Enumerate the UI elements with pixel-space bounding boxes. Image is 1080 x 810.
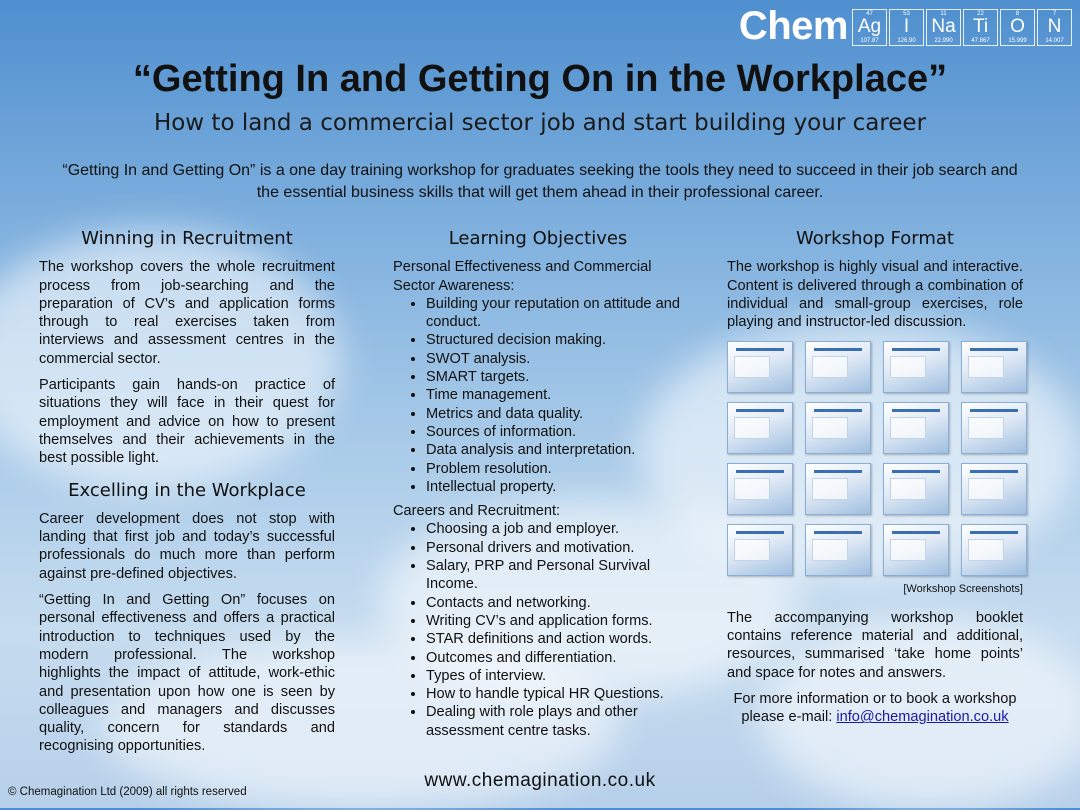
workshop-screenshot xyxy=(883,524,949,576)
objectives-list-personal xyxy=(393,295,683,496)
workshop-screenshot xyxy=(727,341,793,393)
recruitment-paragraph-2: Participants gain hands-on practice of situations they will face in their quest for employment and advice on how to present themselves and their achievements in the best possible light. xyxy=(39,377,335,467)
list-item: • SMART targets. xyxy=(426,368,683,386)
page-title: “Getting In and Getting On in the Workplace” xyxy=(132,58,948,100)
list-item: • Intellectual property. xyxy=(426,478,683,496)
website-url: www.chemagination.co.uk xyxy=(424,770,656,791)
workshop-screenshot xyxy=(961,524,1027,576)
workshop-screenshot xyxy=(961,463,1027,515)
workshop-screenshot xyxy=(883,463,949,515)
contact-line: For more information or to book a workshop xyxy=(733,690,1017,707)
list-item: • Sources of information. xyxy=(426,423,683,441)
element-tile-ag: 47 Ag 107.87 xyxy=(852,9,887,46)
workshop-screenshot xyxy=(961,341,1027,393)
workplace-paragraph-2: “Getting In and Getting On” focuses on personal effectiveness and offers a practical introduction to techniques used by the modern professional. The workshop highlights the impact of attitude, work-ethic and presentation upon how one is seen by colleagues and managers and discusses quality, concern for standards and recognising opportunities. xyxy=(39,592,335,755)
format-paragraph: The workshop is highly visual and interactive. Content is delivered through a combination of individual and small-group exercises, role playing and instructor-led discussion. xyxy=(727,259,1023,331)
screenshots-caption: [Workshop Screenshots] xyxy=(903,583,1023,596)
workshop-screenshot xyxy=(961,402,1027,454)
list-item: • STAR definitions and action words. xyxy=(426,630,683,648)
recruitment-paragraph-1: The workshop covers the whole recruitment process from job-searching and the preparation of CV’s and application forms through to real exercises taken from interviews and assessment centres in the commercial sector. xyxy=(39,259,335,367)
list-item: • Problem resolution. xyxy=(426,460,683,478)
element-tile-n: 7 N 14.007 xyxy=(1037,9,1072,46)
workshop-screenshots-grid xyxy=(727,341,1023,576)
workshop-screenshot xyxy=(727,463,793,515)
objectives-group-title: Personal Effectiveness and Commercial Sector Awareness: xyxy=(393,259,652,294)
list-item: • Salary, PRP and Personal Survival Income. xyxy=(426,557,683,594)
chemagination-logo xyxy=(739,6,1072,46)
list-item: • Dealing with role plays and other assessment centre tasks. xyxy=(426,703,683,740)
list-item: • How to handle typical HR Questions. xyxy=(426,685,683,703)
contact-block xyxy=(727,690,1023,727)
middle-column xyxy=(393,230,683,746)
copyright-notice: © Chemagination Ltd (2009) all rights reserved xyxy=(8,786,247,798)
list-item: • Types of interview. xyxy=(426,667,683,685)
contact-email-line xyxy=(727,708,1023,726)
email-link[interactable]: info@chemagination.co.uk xyxy=(836,709,1009,726)
workshop-screenshot xyxy=(805,524,871,576)
heading-winning-in-recruitment: Winning in Recruitment xyxy=(81,228,293,249)
page-subtitle: How to land a commercial sector job and start building your career xyxy=(153,110,927,136)
list-item: • SWOT analysis. xyxy=(426,350,683,368)
logo-word: Chem xyxy=(738,4,848,48)
element-tile-ti: 22 Ti 47.867 xyxy=(963,9,998,46)
workshop-screenshot xyxy=(883,341,949,393)
list-item: • Metrics and data quality. xyxy=(426,405,683,423)
workshop-screenshot xyxy=(805,463,871,515)
element-tile-na: 11 Na 22.990 xyxy=(926,9,961,46)
list-item: • Contacts and networking. xyxy=(426,594,683,612)
careers-group-title: Careers and Recruitment: xyxy=(393,503,561,520)
list-item: • Choosing a job and employer. xyxy=(426,520,683,538)
right-column xyxy=(727,230,1023,727)
booklet-paragraph: The accompanying workshop booklet contains reference material and additional, resources, summarised ‘take home points’ and space for notes and answers. xyxy=(727,609,1023,681)
list-item: • Writing CV’s and application forms. xyxy=(426,612,683,630)
intro-paragraph: “Getting In and Getting On” is a one day training workshop for graduates seeking the tools they need to succeed in their job search and the essential business skills that will get them ahead in their professional career. xyxy=(62,162,1018,201)
list-item: • Time management. xyxy=(426,386,683,404)
workshop-screenshot xyxy=(805,402,871,454)
list-item: • Outcomes and differentiation. xyxy=(426,649,683,667)
list-item: • Building your reputation on attitude and conduct. xyxy=(426,295,683,332)
workshop-screenshot xyxy=(727,402,793,454)
workplace-paragraph-1: Career development does not stop with landing that first job and today’s successful professionals do much more than perform against pre-defined objectives. xyxy=(39,510,335,582)
heading-workshop-format: Workshop Format xyxy=(796,228,954,249)
list-item: • Personal drivers and motivation. xyxy=(426,539,683,557)
element-tile-i: 53 I 126.90 xyxy=(889,9,924,46)
element-tile-o: 8 O 15.999 xyxy=(1000,9,1035,46)
workshop-screenshot xyxy=(805,341,871,393)
heading-excelling-in-workplace: Excelling in the Workplace xyxy=(68,479,306,501)
list-item: • Structured decision making. xyxy=(426,331,683,349)
objectives-list-careers xyxy=(393,520,683,740)
workshop-screenshot xyxy=(727,524,793,576)
heading-learning-objectives: Learning Objectives xyxy=(448,228,628,249)
contact-prefix: please e-mail: xyxy=(741,709,833,726)
left-column xyxy=(39,230,335,764)
list-item: • Data analysis and interpretation. xyxy=(426,441,683,459)
workshop-screenshot xyxy=(883,402,949,454)
